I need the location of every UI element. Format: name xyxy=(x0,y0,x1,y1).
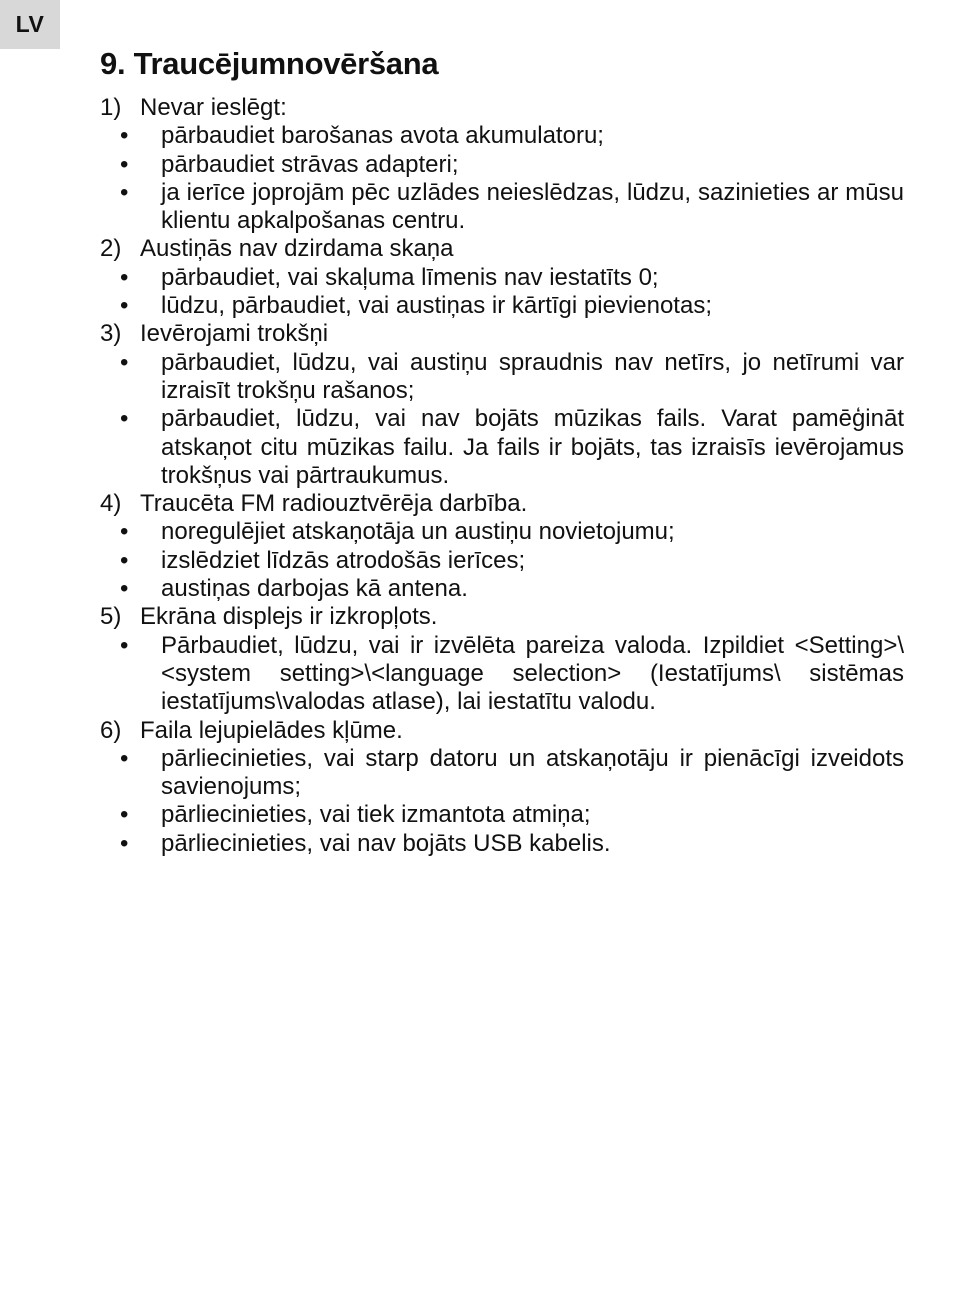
language-tab: LV xyxy=(0,0,60,49)
section-heading xyxy=(100,94,904,122)
section-heading xyxy=(100,320,904,348)
section-title: Ekrāna displejs ir izkropļots. xyxy=(140,603,438,631)
bullet-icon: • xyxy=(120,575,129,603)
section-heading xyxy=(100,717,904,745)
bullet-icon: • xyxy=(120,405,129,433)
section-number: 6) xyxy=(100,716,122,744)
bullet-icon: • xyxy=(120,744,129,772)
bullet-item xyxy=(100,547,904,575)
bullet-icon: • xyxy=(120,801,129,829)
page-title: 9. Traucējumnovēršana xyxy=(100,46,439,81)
bullet-icon: • xyxy=(120,518,129,546)
section-heading xyxy=(100,235,904,263)
section-number: 5) xyxy=(100,603,122,631)
bullet-icon: • xyxy=(120,292,129,320)
bullet-item xyxy=(100,405,904,490)
bullet-text: lūdzu, pārbaudiet, vai austiņas ir kārtīgi pievienotas; xyxy=(161,292,712,320)
section-5 xyxy=(100,603,904,716)
section-title: Nevar ieslēgt: xyxy=(140,94,287,121)
section-title: Ievērojami trokšņi xyxy=(140,320,329,348)
bullet-item xyxy=(100,292,904,320)
bullet-item xyxy=(100,575,904,603)
bullet-item xyxy=(100,518,904,546)
troubleshooting-list xyxy=(100,94,904,858)
section-1 xyxy=(100,94,904,235)
bullet-text: pārliecinieties, vai tiek izmantota atmiņa; xyxy=(161,801,591,829)
bullet-text: pārliecinieties, vai starp datoru un atskaņotāju ir pienācīgi izveidots savienojums; xyxy=(161,744,904,801)
bullet-item xyxy=(100,349,904,406)
bullet-list xyxy=(100,518,904,603)
bullet-text: pārbaudiet barošanas avota akumulatoru; xyxy=(161,122,604,150)
bullet-list xyxy=(100,632,904,717)
section-3 xyxy=(100,320,904,490)
bullet-icon: • xyxy=(120,546,129,574)
section-number: 1) xyxy=(100,94,122,121)
bullet-text: noregulējiet atskaņotāja un austiņu novietojumu; xyxy=(161,518,675,546)
bullet-icon: • xyxy=(120,348,129,376)
section-heading xyxy=(100,490,904,518)
section-2 xyxy=(100,235,904,320)
section-heading xyxy=(100,603,904,631)
section-number: 2) xyxy=(100,235,122,263)
bullet-icon: • xyxy=(120,150,129,178)
bullet-list xyxy=(100,745,904,858)
bullet-item xyxy=(100,264,904,292)
bullet-text: Pārbaudiet, lūdzu, vai ir izvēlēta pareiza valoda. Izpildiet <Setting>\<system setting>\<language selection> (Iestatījums\ sistēmas iestatījums\valodas atlase), lai iestatītu valodu. xyxy=(161,631,904,716)
section-4 xyxy=(100,490,904,603)
bullet-text: ja ierīce joprojām pēc uzlādes neieslēdzas, lūdzu, sazinieties ar mūsu klientu apkalpošanas centru. xyxy=(161,178,904,235)
troubleshooting-content xyxy=(100,44,904,858)
section-title: Traucēta FM radiouztvērēja darbība. xyxy=(140,490,528,518)
bullet-item xyxy=(100,632,904,717)
bullet-text: pārliecinieties, vai nav bojāts USB kabelis. xyxy=(161,829,611,857)
bullet-text: pārbaudiet, lūdzu, vai nav bojāts mūzikas fails. Varat pamēģināt atskaņot citu mūzikas failu. Ja fails ir bojāts, tas izraisīs ievērojamus trokšņus vai pārtraukumus. xyxy=(161,405,904,489)
section-title: Austiņās nav dzirdama skaņa xyxy=(140,235,454,263)
bullet-icon: • xyxy=(120,263,129,291)
section-number: 4) xyxy=(100,490,122,518)
bullet-item xyxy=(100,745,904,802)
bullet-item xyxy=(100,801,904,829)
bullet-item xyxy=(100,151,904,179)
section-number: 3) xyxy=(100,320,122,348)
section-title: Faila lejupielādes kļūme. xyxy=(140,716,403,744)
bullet-icon: • xyxy=(120,178,129,206)
bullet-icon: • xyxy=(120,631,129,659)
bullet-text: pārbaudiet strāvas adapteri; xyxy=(161,150,459,178)
bullet-icon: • xyxy=(120,122,129,150)
bullet-list xyxy=(100,349,904,490)
bullet-list xyxy=(100,264,904,321)
bullet-text: pārbaudiet, vai skaļuma līmenis nav iestatīts 0; xyxy=(161,263,659,291)
bullet-text: austiņas darbojas kā antena. xyxy=(161,575,468,603)
bullet-item xyxy=(100,830,904,858)
bullet-list xyxy=(100,122,904,235)
bullet-item xyxy=(100,179,904,236)
section-6 xyxy=(100,717,904,858)
bullet-text: pārbaudiet, lūdzu, vai austiņu spraudnis nav netīrs, jo netīrumi var izraisīt trokšņu rašanos; xyxy=(161,348,904,404)
bullet-text: izslēdziet līdzās atrodošās ierīces; xyxy=(161,546,526,574)
bullet-item xyxy=(100,122,904,150)
bullet-icon: • xyxy=(120,829,129,857)
